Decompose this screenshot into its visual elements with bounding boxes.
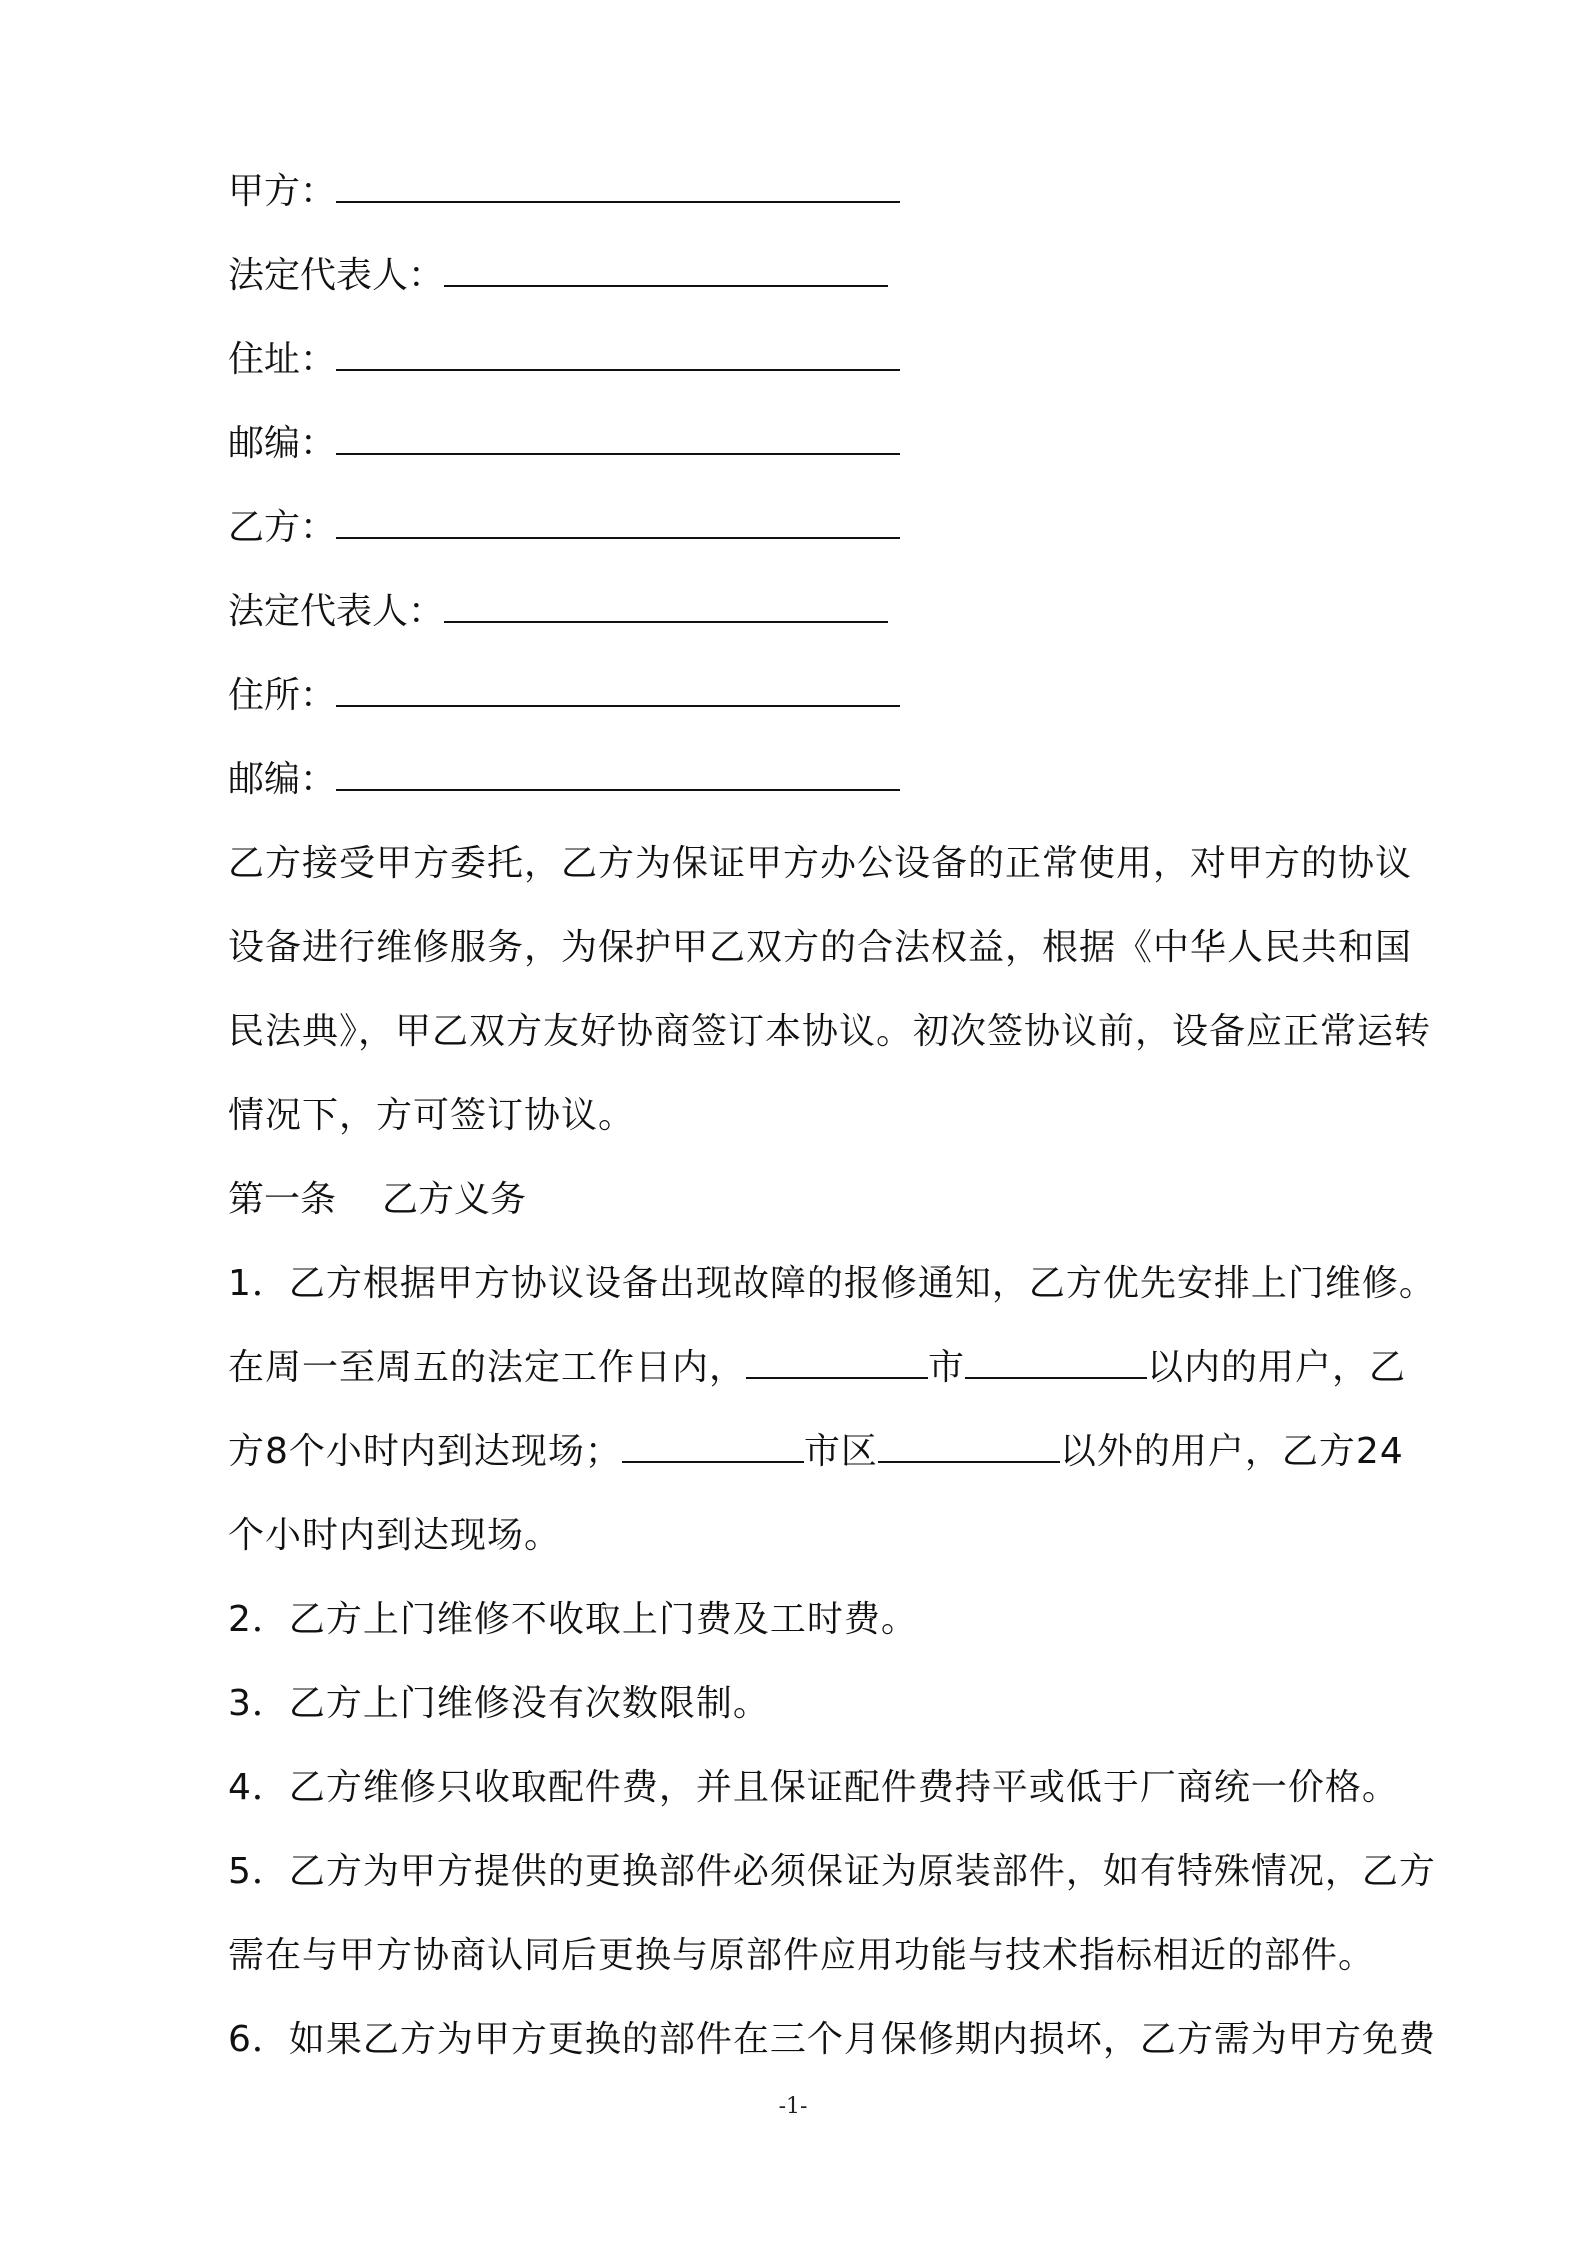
- item-1-part-6: 市区: [803, 1431, 878, 1472]
- party-b-representative-blank: [444, 591, 888, 623]
- party-b-address-field: [228, 654, 1448, 738]
- party-b-postcode-field: [228, 738, 1448, 822]
- article-1-item-3: 3．乙方上门维修没有次数限制。: [228, 1683, 770, 1724]
- party-a-address-field: [228, 318, 1448, 402]
- party-b-postcode-label: 邮编：: [228, 759, 337, 800]
- area-blank-1: [965, 1347, 1147, 1379]
- party-b-representative-label: 法定代表人：: [228, 591, 445, 632]
- party-a-postcode-field: [228, 402, 1448, 486]
- item-1-part-2: 在周一至周五的法定工作日内，: [228, 1347, 747, 1388]
- party-a-field: [228, 150, 1448, 234]
- area-blank-2: [878, 1431, 1060, 1463]
- article-1-title: 乙方义务: [382, 1179, 527, 1220]
- article-1-item-1: [228, 1242, 1448, 1578]
- party-a-representative-label: 法定代表人：: [228, 255, 445, 296]
- party-b-field: [228, 486, 1448, 570]
- city-blank-1: [746, 1347, 928, 1379]
- city-blank-2: [622, 1431, 804, 1463]
- party-b-address-label: 住所：: [228, 675, 337, 716]
- item-1-part-5: 方8个小时内到达现场；: [228, 1431, 622, 1472]
- article-1-heading: [228, 1158, 1448, 1242]
- preamble-paragraph: 乙方接受甲方委托，乙方为保证甲方办公设备的正常使用，对甲方的协议设备进行维修服务，为保护甲乙双方的合法权益，根据《中华人民共和国民法典》，甲乙双方友好协商签订本协议。初次签协议前，设备应正常运转情况下，方可签订协议。: [228, 843, 1432, 1136]
- item-1-part-4: 以内的用户，乙: [1147, 1347, 1407, 1388]
- article-1-item-5: 5．乙方为甲方提供的更换部件必须保证为原装部件，如有特殊情况，乙方需在与甲方协商认同后更换与原部件应用功能与技术指标相近的部件。: [228, 1851, 1436, 1976]
- party-b-representative-field: [228, 570, 1448, 654]
- page-number: -1-: [778, 2094, 808, 2119]
- item-1-part-7: 以外的用户，乙方24: [1059, 1431, 1404, 1472]
- party-a-representative-blank: [444, 255, 888, 287]
- article-1-item-6: 6．如果乙方为甲方更换的部件在三个月保修期内损坏，乙方需为甲方免费: [228, 2019, 1436, 2060]
- item-1-part-1: 1．乙方根据甲方协议设备出现故障的报修通知，乙方优先安排上门维修。: [228, 1263, 1436, 1304]
- party-b-blank: [336, 507, 900, 539]
- party-a-postcode-label: 邮编：: [228, 423, 337, 464]
- document-page: [228, 150, 1448, 2082]
- party-b-postcode-blank: [336, 759, 900, 791]
- party-b-label: 乙方：: [228, 507, 337, 548]
- party-a-label: 甲方：: [228, 171, 337, 212]
- article-1-item-4: 4．乙方维修只收取配件费，并且保证配件费持平或低于厂商统一价格。: [228, 1767, 1399, 1808]
- article-1-number: 第一条: [228, 1179, 337, 1220]
- party-a-blank: [336, 171, 900, 203]
- item-1-part-3: 市: [928, 1347, 966, 1388]
- party-a-representative-field: [228, 234, 1448, 318]
- party-b-address-blank: [336, 675, 900, 707]
- party-a-address-label: 住址：: [228, 339, 337, 380]
- party-a-postcode-blank: [336, 423, 900, 455]
- party-a-address-blank: [336, 339, 900, 371]
- item-1-part-8: 个小时内到达现场。: [228, 1515, 562, 1556]
- article-1-item-2: 2．乙方上门维修不收取上门费及工时费。: [228, 1599, 918, 1640]
